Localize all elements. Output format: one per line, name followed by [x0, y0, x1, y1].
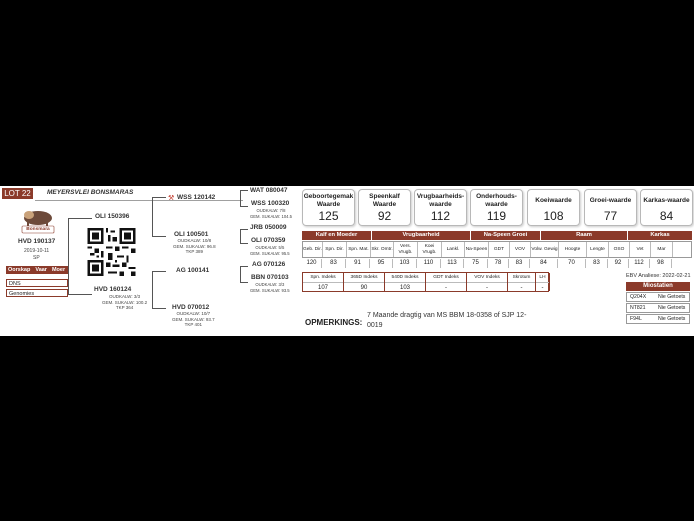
- index-header: LH: [536, 273, 549, 283]
- dsd-id: BBN 070103: [251, 274, 289, 281]
- trait-header-row: [302, 241, 692, 258]
- value-label: Onderhouds-waarde: [476, 193, 517, 208]
- trait-header-cell: Skr. Omtr.: [371, 242, 394, 257]
- pedigree-line: [152, 308, 166, 309]
- value-number: 112: [430, 209, 451, 223]
- index-cell: [508, 273, 536, 291]
- trait-header-cell: VOV: [510, 242, 531, 257]
- value-box-vrugbaarheid: [414, 189, 467, 226]
- trait-header-cell: Geb. Dir.: [303, 242, 323, 257]
- value-label: Koeiwaarde: [535, 196, 572, 204]
- index-header: Spn. Indeks: [303, 273, 343, 283]
- index-header: Skrotum: [508, 273, 535, 283]
- pedigree-line: [152, 271, 166, 272]
- gene-status: Nie Getoets: [658, 305, 686, 311]
- value-box-speenkalf: [358, 189, 411, 226]
- gene-status: Nie Getoets: [658, 294, 686, 300]
- trait-header-cell: OSO: [609, 242, 630, 257]
- ssd-details: [250, 208, 292, 219]
- trait-header-cell: Na-Speen: [465, 242, 489, 257]
- sd-detail-3: TKP 389: [185, 249, 204, 254]
- trait-header-cell: Spn. Dir.: [323, 242, 347, 257]
- value-box-geboortegemak: [302, 189, 355, 226]
- sd-id: OLI 100501: [174, 231, 209, 238]
- ownership-col-vaar: Vaar: [35, 267, 47, 273]
- dd-detail-3: TKP 401: [184, 322, 203, 327]
- index-header: VOV Indeks: [467, 273, 507, 283]
- sdd-details: [250, 245, 290, 256]
- value-label: Karkas-waarde: [643, 196, 690, 204]
- warning-icon: ⚒: [168, 195, 175, 202]
- trait-header-cell: Koei Vrugb.: [418, 242, 442, 257]
- trait-header-cell: Lankl.: [442, 242, 465, 257]
- trait-value-cell: 98: [650, 259, 672, 268]
- dam-detail-2: GEM. SUKALW: 100.2: [102, 299, 148, 305]
- dd-details: [172, 311, 215, 328]
- pedigree-line: [240, 229, 241, 243]
- qr-code: [87, 228, 136, 276]
- pedigree-line: [240, 190, 248, 191]
- group-na-speen-groei: Na-Speen Groei: [471, 231, 540, 240]
- index-value: -: [445, 285, 447, 291]
- value-box-karkas: [640, 189, 693, 226]
- sd-details: [173, 238, 216, 255]
- pedigree-line: [240, 229, 248, 230]
- index-value: 90: [360, 285, 368, 291]
- value-number: 119: [486, 209, 507, 223]
- pedigree-line: [152, 236, 166, 237]
- ownership-header: [6, 266, 68, 274]
- ssd-detail-1: OUDKALW: 7/8: [256, 208, 286, 213]
- group-kalf-en-moeder: Kalf en Moeder: [302, 231, 371, 240]
- index-value: 107: [317, 285, 328, 291]
- index-value: 103: [399, 285, 410, 291]
- trait-value-cell: 95: [370, 259, 393, 268]
- value-label: Geboortegemak Waarde: [303, 193, 354, 208]
- bonsmara-logo: [18, 208, 58, 234]
- index-cell: [536, 273, 550, 291]
- gene-name: NT821: [630, 305, 646, 311]
- dam-details: [102, 294, 147, 311]
- sd-detail-2: GEM. SUKALW: 96.8: [173, 243, 216, 249]
- trait-header-cell: Hoogte: [559, 242, 587, 257]
- sdd-detail-2: GEM. SUKALW: 95.5: [250, 250, 290, 256]
- pedigree-line: [152, 197, 166, 198]
- trait-value-row: [302, 259, 692, 268]
- pedigree-line: [68, 218, 92, 219]
- sd-detail-1: OUDKALW: 10/8: [177, 238, 212, 243]
- index-header: 540D Indeks: [385, 273, 425, 283]
- ebv-date: EBV Analiese: 2022-02-21: [626, 273, 691, 279]
- index-header: 365D Indeks: [344, 273, 384, 283]
- pedigree-line: [240, 266, 241, 282]
- miostatien-row: [626, 314, 690, 324]
- sdd-detail-1: OUDKALW: 5/5: [255, 245, 285, 250]
- trait-value-cell: 83: [322, 259, 346, 268]
- dss-id: AG 070126: [252, 261, 286, 268]
- index-value: -: [541, 285, 544, 291]
- ds-id: AG 100141: [176, 267, 210, 274]
- gene-status: Nie Getoets: [658, 316, 686, 322]
- trait-value-cell: 70: [558, 259, 586, 268]
- group-karkas: Karkas: [628, 231, 692, 240]
- trait-header-cell: Vers. Vrugb.: [394, 242, 418, 257]
- value-box-onderhoud: [470, 189, 523, 226]
- dsd-detail-1: OUDKALW: 3/3: [255, 282, 285, 287]
- pedigree-line: [240, 282, 248, 283]
- value-number: 84: [659, 209, 674, 223]
- sds-id: JRB 050009: [250, 224, 287, 231]
- dd-detail-2: GEM. SUKALW: 93.7: [172, 316, 215, 322]
- value-label: Speenkalf Waarde: [369, 193, 400, 208]
- farm-name: MEYERSVLEI BONSMARAS: [47, 189, 134, 196]
- trait-header-cell: GDT: [489, 242, 510, 257]
- miostatien-row: [626, 292, 690, 302]
- group-vrugbaarheid: Vrugbaarheid: [372, 231, 470, 240]
- trait-value-cell: 84: [530, 259, 558, 268]
- index-table: [302, 272, 549, 292]
- trait-value-cell: 92: [608, 259, 629, 268]
- value-label: Vrugbaarheids-waarde: [416, 193, 465, 208]
- ssd-id: WSS 100320: [251, 200, 290, 207]
- trait-header-cell: Mar: [651, 242, 673, 257]
- animal-date: 2019-10-11: [24, 248, 50, 254]
- trait-header-cell: Volw. Gewig: [531, 242, 559, 257]
- pedigree-line: [68, 294, 92, 295]
- dsd-detail-2: GEM. SUKALW: 93.5: [250, 287, 290, 293]
- miostatien-header: Miostatien: [626, 282, 690, 291]
- animal-id: HVD 190137: [18, 238, 56, 245]
- pedigree-line: [240, 243, 248, 244]
- value-box-koeiwaarde: [527, 189, 580, 226]
- sire-id: OLI 150396: [95, 213, 130, 220]
- value-number: 125: [318, 209, 339, 223]
- index-cell: [385, 273, 426, 291]
- value-number: 92: [377, 209, 392, 223]
- dd-id: HVD 070012: [172, 304, 210, 311]
- pedigree-line: [152, 271, 153, 308]
- pedigree-line: [240, 206, 248, 207]
- trait-value-cell: 78: [488, 259, 509, 268]
- trait-value-cell: 113: [441, 259, 464, 268]
- miostatien-row: [626, 303, 690, 313]
- trait-header-cell: Vet: [630, 242, 651, 257]
- logo-text: Bonsmara: [26, 227, 50, 232]
- index-cell: [426, 273, 467, 291]
- animal-type: SP: [33, 255, 40, 261]
- ownership-row-genomies: Genomies: [6, 289, 68, 297]
- pedigree-line: [240, 190, 241, 206]
- group-raam: Raam: [541, 231, 627, 240]
- trait-value-cell: 120: [302, 259, 322, 268]
- index-value: -: [486, 285, 488, 291]
- trait-header-cell: Spn. Mat.: [347, 242, 371, 257]
- value-label: Groei-waarde: [589, 196, 632, 204]
- index-cell: [467, 273, 508, 291]
- pedigree-line: [152, 197, 153, 236]
- ownership-col-moer: Moer: [51, 267, 66, 273]
- gene-name: Q204X: [630, 294, 647, 300]
- gene-name: F94L: [630, 316, 642, 322]
- trait-value-cell: 91: [346, 259, 370, 268]
- ssd-detail-2: GEM. SUKALW: 104.5: [250, 213, 292, 219]
- lot-badge: LOT 22: [2, 188, 33, 199]
- sss-id: WAT 080047: [250, 187, 288, 194]
- ss-id: WSS 120142: [177, 194, 216, 201]
- trait-value-cell: 75: [464, 259, 488, 268]
- trait-value-cell: 112: [629, 259, 650, 268]
- value-box-groei: [584, 189, 637, 226]
- trait-value-cell: 110: [417, 259, 441, 268]
- dsd-details: [250, 282, 290, 293]
- dam-detail-1: OUDKALW: 3/3: [109, 294, 141, 299]
- pedigree-line: [240, 266, 248, 267]
- value-number: 108: [543, 209, 564, 223]
- ownership-col-oorskap: Oorskap: [8, 267, 31, 273]
- remarks-label: OPMERKINGS:: [305, 318, 363, 327]
- dam-id: HVD 160124: [94, 286, 132, 293]
- index-value: -: [520, 285, 523, 291]
- index-header: GDT Indeks: [426, 273, 466, 283]
- lot-card: [0, 186, 694, 336]
- trait-value-cell: 83: [586, 259, 608, 268]
- value-number: 77: [603, 209, 618, 223]
- dd-detail-1: OUDKALW: 10/7: [176, 311, 211, 316]
- sdd-id: OLI 070359: [251, 237, 286, 244]
- index-cell: [303, 273, 344, 291]
- dam-detail-3: TKP 364: [115, 305, 134, 310]
- trait-value-cell: 103: [393, 259, 417, 268]
- index-cell: [344, 273, 385, 291]
- remarks-text: 7 Maande dragtig van MS BBM 18-0358 of SJP 12-0019: [367, 312, 527, 329]
- trait-header-cell: Lengte: [587, 242, 609, 257]
- trait-value-cell: 83: [509, 259, 530, 268]
- pedigree-line: [68, 218, 69, 294]
- ownership-row-dns: DNS: [6, 279, 68, 287]
